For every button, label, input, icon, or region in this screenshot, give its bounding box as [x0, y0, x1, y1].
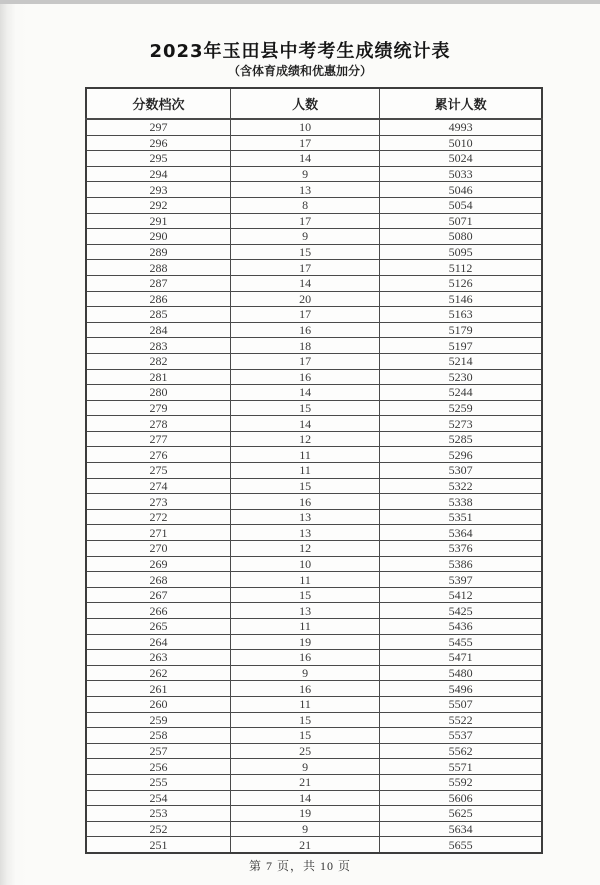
table-cell: 5054	[380, 197, 542, 213]
table-row	[86, 806, 542, 822]
table-row	[86, 135, 542, 151]
table-cell: 294	[86, 166, 231, 182]
table-cell: 5230	[380, 369, 542, 385]
table-cell: 285	[86, 307, 231, 323]
header-score-level: 分数档次	[86, 88, 231, 119]
table-cell: 256	[86, 759, 231, 775]
table-cell: 5322	[380, 478, 542, 494]
table-cell: 251	[86, 837, 231, 853]
table-cell: 5244	[380, 385, 542, 401]
table-cell: 11	[231, 572, 380, 588]
table-cell: 5046	[380, 182, 542, 198]
table-row	[86, 385, 542, 401]
table-row	[86, 619, 542, 635]
table-cell: 5095	[380, 244, 542, 260]
table-row	[86, 774, 542, 790]
table-cell: 16	[231, 681, 380, 697]
table-row	[86, 197, 542, 213]
table-cell: 9	[231, 665, 380, 681]
table-row	[86, 696, 542, 712]
table-cell: 14	[231, 275, 380, 291]
table-row	[86, 603, 542, 619]
table-cell: 19	[231, 806, 380, 822]
table-cell: 17	[231, 260, 380, 276]
table-cell: 5033	[380, 166, 542, 182]
table-cell: 278	[86, 416, 231, 432]
table-cell: 17	[231, 353, 380, 369]
table-cell: 283	[86, 338, 231, 354]
table-cell: 13	[231, 182, 380, 198]
table-cell: 12	[231, 541, 380, 557]
table-cell: 260	[86, 696, 231, 712]
table-row	[86, 634, 542, 650]
table-cell: 5606	[380, 790, 542, 806]
table-cell: 5496	[380, 681, 542, 697]
table-cell: 5537	[380, 728, 542, 744]
table-cell: 5126	[380, 275, 542, 291]
table-cell: 15	[231, 587, 380, 603]
table-cell: 296	[86, 135, 231, 151]
table-row	[86, 307, 542, 323]
table-cell: 5214	[380, 353, 542, 369]
table-cell: 14	[231, 416, 380, 432]
table-cell: 17	[231, 307, 380, 323]
table-cell: 17	[231, 135, 380, 151]
table-cell: 15	[231, 244, 380, 260]
table-cell: 5071	[380, 213, 542, 229]
table-row	[86, 291, 542, 307]
table-cell: 5197	[380, 338, 542, 354]
table-cell: 253	[86, 806, 231, 822]
table-cell: 25	[231, 743, 380, 759]
table-row	[86, 821, 542, 837]
table-cell: 5562	[380, 743, 542, 759]
table-cell: 5285	[380, 431, 542, 447]
table-cell: 5259	[380, 400, 542, 416]
table-row	[86, 494, 542, 510]
table-cell: 8	[231, 197, 380, 213]
table-cell: 5163	[380, 307, 542, 323]
table-cell: 5522	[380, 712, 542, 728]
table-row	[86, 182, 542, 198]
table-cell: 21	[231, 774, 380, 790]
table-cell: 5024	[380, 151, 542, 167]
table-cell: 15	[231, 400, 380, 416]
table-row	[86, 556, 542, 572]
table-cell: 18	[231, 338, 380, 354]
table-cell: 15	[231, 728, 380, 744]
table-cell: 284	[86, 322, 231, 338]
table-cell: 5364	[380, 525, 542, 541]
table-row	[86, 650, 542, 666]
table-cell: 13	[231, 525, 380, 541]
table-cell: 295	[86, 151, 231, 167]
table-cell: 5273	[380, 416, 542, 432]
table-row	[86, 213, 542, 229]
table-row	[86, 478, 542, 494]
table-cell: 10	[231, 119, 380, 135]
table-cell: 269	[86, 556, 231, 572]
table-cell: 257	[86, 743, 231, 759]
table-cell: 12	[231, 431, 380, 447]
table-cell: 267	[86, 587, 231, 603]
table-cell: 14	[231, 790, 380, 806]
table-cell: 5307	[380, 463, 542, 479]
table-cell: 16	[231, 369, 380, 385]
table-row	[86, 151, 542, 167]
table-cell: 9	[231, 759, 380, 775]
table-cell: 264	[86, 634, 231, 650]
table-cell: 290	[86, 229, 231, 245]
table-row	[86, 837, 542, 853]
table-row	[86, 369, 542, 385]
table-cell: 289	[86, 244, 231, 260]
table-cell: 11	[231, 696, 380, 712]
table-cell: 277	[86, 431, 231, 447]
table-cell: 4993	[380, 119, 542, 135]
table-cell: 265	[86, 619, 231, 635]
table-cell: 281	[86, 369, 231, 385]
table-cell: 10	[231, 556, 380, 572]
table-row	[86, 416, 542, 432]
table-cell: 274	[86, 478, 231, 494]
table-body	[86, 119, 542, 853]
table-row	[86, 665, 542, 681]
table-row	[86, 166, 542, 182]
table-cell: 16	[231, 322, 380, 338]
table-cell: 5296	[380, 447, 542, 463]
table-cell: 5412	[380, 587, 542, 603]
table-cell: 9	[231, 821, 380, 837]
table-row	[86, 572, 542, 588]
table-row	[86, 400, 542, 416]
table-cell: 5425	[380, 603, 542, 619]
table-cell: 273	[86, 494, 231, 510]
table-cell: 5146	[380, 291, 542, 307]
table-cell: 15	[231, 712, 380, 728]
table-cell: 270	[86, 541, 231, 557]
scan-edge-top	[0, 0, 600, 4]
table-cell: 280	[86, 385, 231, 401]
table-cell: 5571	[380, 759, 542, 775]
table-cell: 5634	[380, 821, 542, 837]
table-cell: 259	[86, 712, 231, 728]
table-cell: 5351	[380, 509, 542, 525]
table-cell: 21	[231, 837, 380, 853]
table-cell: 292	[86, 197, 231, 213]
table-cell: 20	[231, 291, 380, 307]
table-cell: 286	[86, 291, 231, 307]
table-cell: 5112	[380, 260, 542, 276]
table-cell: 268	[86, 572, 231, 588]
table-row	[86, 541, 542, 557]
table-cell: 9	[231, 229, 380, 245]
table-row	[86, 119, 542, 135]
table-cell: 297	[86, 119, 231, 135]
table-cell: 263	[86, 650, 231, 666]
table-cell: 5376	[380, 541, 542, 557]
table-cell: 5010	[380, 135, 542, 151]
table-row	[86, 681, 542, 697]
table-row	[86, 728, 542, 744]
table-cell: 9	[231, 166, 380, 182]
table-cell: 275	[86, 463, 231, 479]
table-cell: 5625	[380, 806, 542, 822]
header-row	[86, 88, 542, 119]
table-cell: 13	[231, 509, 380, 525]
page-subtitle: （含体育成绩和优惠加分）	[227, 64, 372, 78]
table-cell: 252	[86, 821, 231, 837]
table-cell: 11	[231, 619, 380, 635]
table-cell: 5455	[380, 634, 542, 650]
header-count: 人数	[231, 88, 380, 119]
table-cell: 11	[231, 463, 380, 479]
table-cell: 5179	[380, 322, 542, 338]
table-row	[86, 447, 542, 463]
table-cell: 16	[231, 494, 380, 510]
table-cell: 17	[231, 213, 380, 229]
table-cell: 279	[86, 400, 231, 416]
table-cell: 255	[86, 774, 231, 790]
table-row	[86, 463, 542, 479]
table-row	[86, 244, 542, 260]
table-cell: 276	[86, 447, 231, 463]
table-cell: 5397	[380, 572, 542, 588]
table-cell: 5592	[380, 774, 542, 790]
table-row	[86, 275, 542, 291]
table-cell: 272	[86, 509, 231, 525]
table-row	[86, 525, 542, 541]
table-row	[86, 338, 542, 354]
table-cell: 5436	[380, 619, 542, 635]
table-cell: 5338	[380, 494, 542, 510]
table-row	[86, 790, 542, 806]
score-stats-table	[85, 87, 543, 854]
table-cell: 5507	[380, 696, 542, 712]
table-row	[86, 712, 542, 728]
table-cell: 261	[86, 681, 231, 697]
table-row	[86, 431, 542, 447]
table-cell: 14	[231, 385, 380, 401]
table-cell: 254	[86, 790, 231, 806]
table-row	[86, 759, 542, 775]
table-cell: 282	[86, 353, 231, 369]
table-cell: 5471	[380, 650, 542, 666]
table-cell: 293	[86, 182, 231, 198]
table-cell: 14	[231, 151, 380, 167]
table-cell: 271	[86, 525, 231, 541]
table-row	[86, 260, 542, 276]
table-cell: 11	[231, 447, 380, 463]
table-cell: 16	[231, 650, 380, 666]
table-cell: 266	[86, 603, 231, 619]
table-row	[86, 353, 542, 369]
table-cell: 5386	[380, 556, 542, 572]
page-footer: 第 7 页，共 10 页	[248, 859, 351, 873]
table-cell: 5655	[380, 837, 542, 853]
table-cell: 287	[86, 275, 231, 291]
table-row	[86, 229, 542, 245]
table-row	[86, 743, 542, 759]
table-cell: 5480	[380, 665, 542, 681]
page-title: 2023年玉田县中考考生成绩统计表	[149, 41, 451, 62]
header-cumulative-count: 累计人数	[380, 88, 542, 119]
table-row	[86, 587, 542, 603]
table-cell: 13	[231, 603, 380, 619]
table-cell: 5080	[380, 229, 542, 245]
table-cell: 288	[86, 260, 231, 276]
table-row	[86, 322, 542, 338]
table-cell: 258	[86, 728, 231, 744]
table-cell: 291	[86, 213, 231, 229]
table-cell: 262	[86, 665, 231, 681]
table-cell: 15	[231, 478, 380, 494]
table-row	[86, 509, 542, 525]
table-cell: 19	[231, 634, 380, 650]
